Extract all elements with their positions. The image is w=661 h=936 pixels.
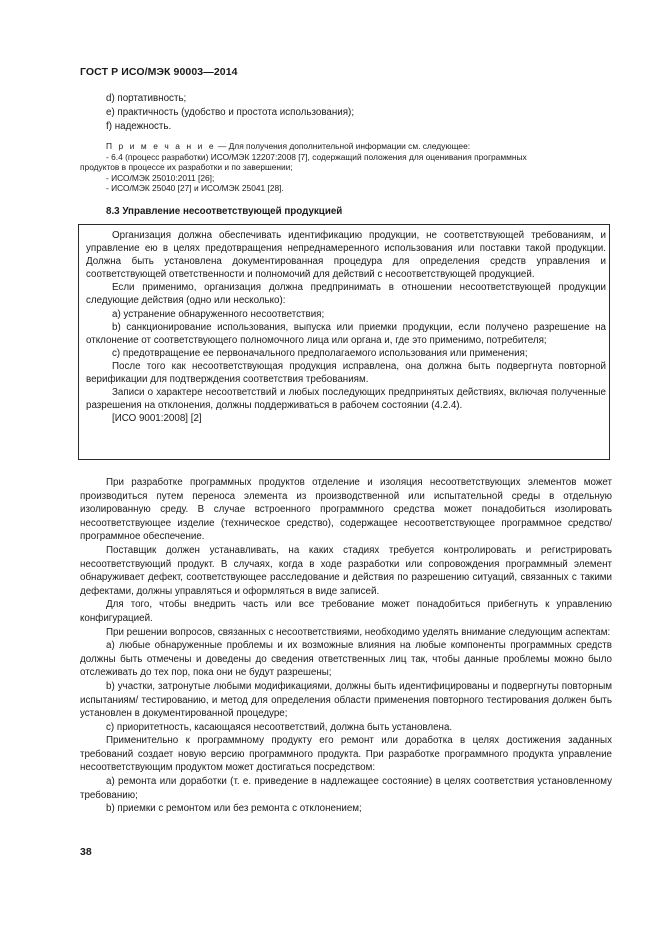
box-paragraph: c) предотвращение ее первоначального предполагаемого использования или применения; <box>112 347 528 359</box>
body-paragraph: Поставщик должен устанавливать, на каких стадиях требуется контролировать и регистрировать несоответствующий продукт. В случаях, когда в ходе разработки или сопровождения программный элемент обнаруживает дефект, соответствующее расследование и действия по разрешению ситуаций, связанных с такими дефектами, должны управляться и оформляться в виде записей. <box>80 544 612 597</box>
box-paragraph: Организация должна обеспечивать идентификацию продукции, не соответствующей требованиям, и управление ею в целях предотвращения непреднамеренного использования или поставки такой продукции. Должна быть установлена документированная процедура для определения средств управления и соответствующей ответственности и полномочий для действий с несоответствующей продукцией. <box>86 230 606 281</box>
body-paragraph: Применительно к программному продукту его ремонт или доработка в целях достижения заданных требований создает новую версию программного продукта. При разработке программного продукта управление несоответствующим продуктом может достигаться посредством: <box>80 735 612 774</box>
document-header: ГОСТ Р ИСО/МЭК 90003—2014 <box>80 66 238 78</box>
list-item: d) портативность; <box>106 93 187 104</box>
box-citation: [ИСО 9001:2008] [2] <box>112 413 202 425</box>
list-item: e) практичность (удобство и простота использования); <box>106 107 355 118</box>
note-item: - 6.4 (процесс разработки) ИСО/МЭК 12207:2008 [7], содержащий положения для оценивания программных <box>106 151 527 162</box>
body-list-item: b) приемки с ремонтом или без ремонта с отклонением; <box>106 803 362 815</box>
box-paragraph: Записи о характере несоответствий и любых последующих предпринятых действиях, включая полученные разрешения на отклонения, должны поддерживаться в рабочем состоянии (4.2.4). <box>86 387 606 412</box>
list-item: f) надежность. <box>106 121 172 132</box>
note-heading <box>80 141 612 152</box>
note-text: — Для получения дополнительной информации см. следующее: <box>215 141 471 151</box>
box-paragraph: а) устранение обнаруженного несоответствия; <box>112 308 325 320</box>
note-block <box>80 141 612 194</box>
box-paragraph: Если применимо, организация должна предпринимать в отношении несоответствующей продукции следующие действия (одно или несколько): <box>86 282 606 307</box>
body-list-item: а) ремонта или доработки (т. е. приведение в надлежащее состояние) в целях соответствия установленному требованию; <box>80 776 612 801</box>
box-paragraph: b) санкционирование использования, выпуска или приемки продукции, если получено разрешение на отклонение от соответствующего полномочного лица или органа и, где это применимо, потребителя; <box>86 321 606 346</box>
body-paragraph: При разработке программных продуктов отделение и изоляция несоответствующих элементов может производиться путем переноса элемента из производственной или испытательной среды в отдельную изолированную среду. В случае встроенного программного средства может понадобиться изолировать несоответствующее изделие (техническое средство), содержащее несоответствующее программное средство/программное обеспечение. <box>80 477 612 543</box>
body-list-item: c) приоритетность, касающаяся несоответствий, должна быть установлена. <box>106 721 453 733</box>
box-paragraph: После того как несоответствующая продукция исправлена, она должна быть подвергнута повторной верификации для подтверждения соответствия требованиям. <box>86 360 606 386</box>
body-list-item: b) участки, затронутые любыми модификациями, должны быть идентифицированы и подвергнуты повторным испытаниям/ тестированию, и метод для определения области применения повторного тестирования должен быть установлен в документированной процедуре; <box>80 680 612 720</box>
body-list-item: а) любые обнаруженные проблемы и их возможные влияния на любые компоненты программных средств должны быть отмечены и доведены до сведения ответственных лиц так, чтобы данные проблемы можно было отслеживать до тех пор, пока они не будут разрешены; <box>80 640 612 679</box>
quoted-requirement-text <box>86 229 606 425</box>
note-item-continuation: продуктов в процессе их разработки и по завершении; <box>80 162 293 173</box>
note-item: - ИСО/МЭК 25040 [27] и ИСО/МЭК 25041 [28]. <box>106 183 284 194</box>
note-item: - ИСО/МЭК 25010:2011 [26]; <box>106 172 215 183</box>
note-label: П р и м е ч а н и е <box>106 141 216 151</box>
body-paragraph: Для того, чтобы внедрить часть или все требование может понадобиться прибегнуть к управлению конфигурацией. <box>80 599 612 624</box>
body-text <box>80 476 612 816</box>
body-paragraph: При решении вопросов, связанных с несоответствиями, необходимо уделять внимание следующим аспектам: <box>106 626 611 638</box>
section-heading: 8.3 Управление несоответствующей продукцией <box>106 206 343 217</box>
page-number: 38 <box>80 846 92 858</box>
